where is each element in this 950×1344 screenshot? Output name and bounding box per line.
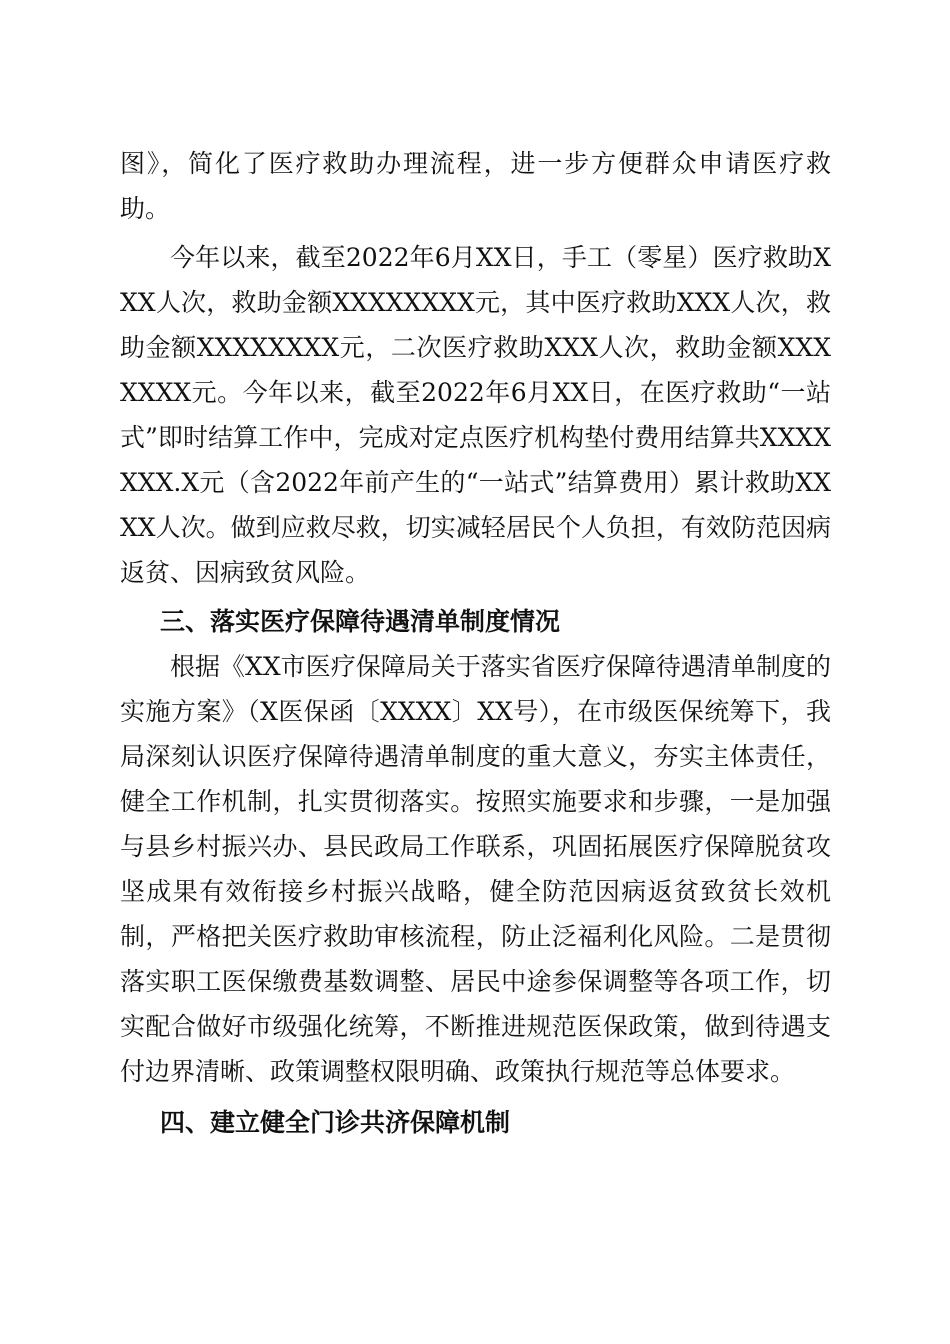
document-body [120, 141, 831, 1145]
paragraph-relief-process: 图》，简化了医疗救助办理流程，进一步方便群众申请医疗救助。 [120, 149, 831, 223]
paragraph-benefit-list-system: 根据《XX市医疗保障局关于落实省医疗保障待遇清单制度的实施方案》（X医保函〔XXXX〕XX号），在市级医保统筹下，我局深刻认识医疗保障待遇清单制度的重大意义，夯实主体责任，健全工作机制，扎实贯彻落实。按照实施要求和步骤，一是加强与县乡村振兴办、县民政局工作联系，巩固拓展医疗保障脱贫攻坚成果有效衔接乡村振兴战略，健全防范因病返贫致贫长效机制，严格把关医疗救助审核流程，防止泛福利化风险。二是贯彻落实职工医保缴费基数调整、居民中途参保调整等各项工作，切实配合做好市级强化统筹，不断推进规范医保政策，做到待遇支付边界清晰、政策调整权限明确、政策执行规范等总体要求。 [120, 652, 831, 1086]
section-heading-4: 四、建立健全门诊共济保障机制 [160, 1108, 511, 1137]
paragraph-relief-statistics: 今年以来，截至2022年6月XX日，手工（零星）医疗救助XXX人次，救助金额XXXXXXXX元，其中医疗救助XXX人次，救助金额XXXXXXXX元，二次医疗救助XXX人次，救助金额XXXXXXX元。今年以来，截至2022年6月XX日，在医疗救助“一站式”即时结算工作中，完成对定点医疗机构垫付费用结算共XXXXXXX.X元（含2022年前产生的“一站式”结算费用）累计救助XXXX人次。做到应救尽救，切实减轻居民个人负担，有效防范因病返贫、因病致贫风险。 [120, 243, 831, 587]
section-heading-3: 三、落实医疗保障待遇清单制度情况 [160, 607, 561, 636]
